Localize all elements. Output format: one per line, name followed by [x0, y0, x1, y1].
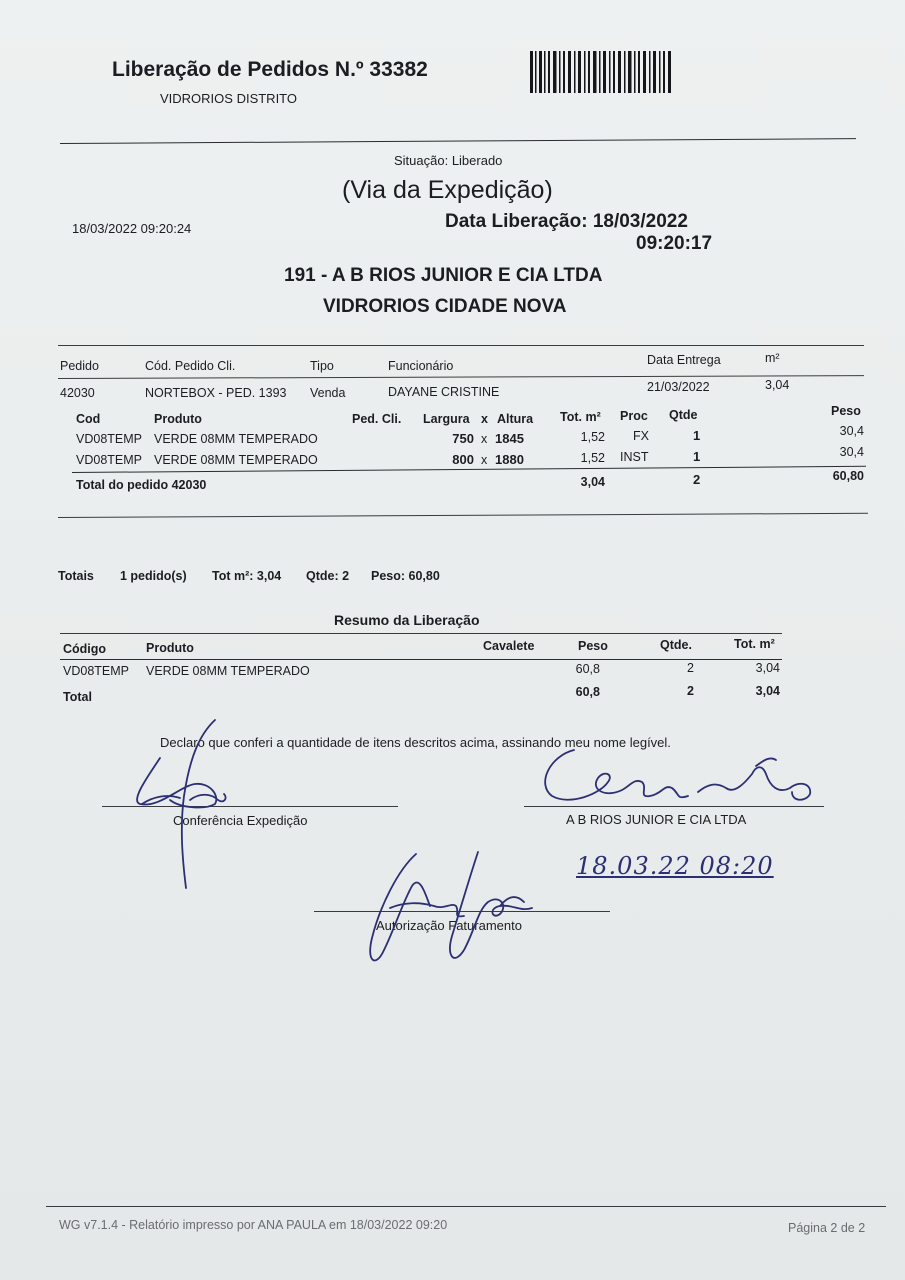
item-tot-m2: 1,52 [580, 430, 605, 444]
handwritten-date: 18.03.22 08:20 [576, 852, 774, 880]
customer-name: 191 - A B RIOS JUNIOR E CIA LTDA [284, 265, 603, 286]
totals-peso: Peso: 60,80 [371, 569, 440, 583]
item-qtde: 1 [693, 428, 701, 443]
item-x: x [481, 432, 488, 446]
item-largura: 750 [452, 431, 474, 446]
customer-branch: VIDRORIOS CIDADE NOVA [323, 296, 567, 317]
col-tipo: Tipo [310, 359, 334, 373]
item-col-tot-m2: Tot. m² [560, 410, 601, 424]
item-x: x [481, 453, 488, 467]
item-col-peso: Peso [831, 404, 861, 418]
totals-m2: Tot m²: 3,04 [212, 569, 282, 583]
summary-header-rule [60, 659, 782, 660]
order-pedido: 42030 [60, 386, 95, 400]
summary-top-rule [60, 633, 782, 634]
item-col-qtde: Qtde [669, 408, 698, 422]
order-top-rule [58, 345, 864, 346]
footer-print-info: WG v7.1.4 - Relatório impresso por ANA PAULA em 18/03/2022 09:20 [59, 1218, 448, 1232]
item-cod: VD08TEMP [76, 432, 142, 446]
item-peso: 30,4 [839, 424, 864, 438]
via-label: (Via da Expedição) [342, 176, 553, 204]
col-m2: m² [765, 351, 780, 365]
order-header-rule [58, 375, 864, 379]
item-col-largura: Largura [423, 412, 470, 426]
signature-label-autorizacao: Autorização Faturamento [376, 918, 522, 933]
summary-col-codigo: Código [63, 642, 107, 656]
barcode-icon [530, 51, 672, 93]
summary-total-qtde: 2 [687, 684, 694, 698]
summary-qtde: 2 [687, 661, 694, 675]
totals-pedidos: 1 pedido(s) [120, 569, 187, 583]
item-col-altura: Altura [497, 412, 534, 426]
summary-col-qtde: Qtde. [660, 638, 692, 652]
signature-company-drawing [530, 744, 830, 814]
signature-autorizacao-drawing [360, 846, 550, 970]
document-title: Liberação de Pedidos N.º 33382 [112, 58, 428, 81]
order-total-peso: 60,80 [832, 469, 864, 483]
data-liberacao: Data Liberação: 18/03/2022 [445, 211, 688, 232]
order-cod-pedido-cli: NORTEBOX - PED. 1393 [145, 386, 287, 400]
item-peso: 30,4 [839, 445, 864, 459]
order-data-entrega: 21/03/2022 [647, 380, 710, 394]
summary-produto: VERDE 08MM TEMPERADO [146, 664, 310, 678]
item-col-produto: Produto [154, 412, 202, 426]
summary-total-tot-m2: 3,04 [755, 684, 780, 698]
totals-qtde: Qtde: 2 [306, 569, 350, 583]
signature-label-company: A B RIOS JUNIOR E CIA LTDA [566, 812, 747, 827]
order-total-qtde: 2 [693, 472, 701, 487]
declaration-text: Declaro que conferi a quantidade de itens descritos acima, assinando meu nome legível. [160, 735, 671, 750]
col-pedido: Pedido [60, 359, 99, 373]
order-total-m2: 3,04 [580, 475, 605, 489]
item-produto: VERDE 08MM TEMPERADO [154, 453, 318, 467]
item-proc: FX [633, 429, 649, 443]
footer-page-number: Página 2 de 2 [788, 1221, 866, 1235]
item-col-x: x [481, 412, 488, 426]
order-m2: 3,04 [765, 378, 790, 392]
item-altura: 1845 [495, 431, 524, 446]
signature-label-conferencia: Conferência Expedição [173, 813, 308, 828]
item-col-proc: Proc [620, 409, 648, 423]
item-largura: 800 [452, 452, 474, 467]
printed-timestamp: 18/03/2022 09:20:24 [72, 221, 192, 236]
item-qtde: 1 [693, 449, 701, 464]
summary-title: Resumo da Liberação [334, 612, 480, 628]
company-name: VIDRORIOS DISTRITO [160, 91, 297, 106]
item-cod: VD08TEMP [76, 453, 142, 467]
data-liberacao-time: 09:20:17 [636, 233, 713, 254]
summary-col-tot-m2: Tot. m² [734, 637, 775, 651]
summary-col-peso: Peso [578, 639, 608, 653]
item-altura: 1880 [495, 452, 524, 467]
order-tipo: Venda [310, 386, 346, 400]
summary-col-produto: Produto [146, 641, 194, 655]
order-funcionario: DAYANE CRISTINE [388, 385, 500, 399]
col-data-entrega: Data Entrega [647, 353, 721, 367]
summary-tot-m2: 3,04 [755, 661, 780, 675]
item-col-cod: Cod [76, 412, 101, 426]
totals-label: Totais [58, 569, 94, 583]
summary-peso: 60,8 [575, 662, 600, 676]
summary-total-peso: 60,8 [575, 685, 600, 699]
item-produto: VERDE 08MM TEMPERADO [154, 432, 318, 446]
summary-codigo: VD08TEMP [63, 664, 129, 678]
summary-total-label: Total [63, 690, 92, 704]
col-funcionario: Funcionário [388, 359, 454, 373]
summary-col-cavalete: Cavalete [483, 639, 535, 653]
item-tot-m2: 1,52 [580, 451, 605, 465]
footer-rule [46, 1206, 886, 1207]
item-col-ped-cli: Ped. Cli. [352, 412, 402, 426]
order-bottom-rule [58, 513, 868, 518]
header-divider [60, 138, 856, 144]
col-cod-pedido-cli: Cód. Pedido Cli. [145, 359, 236, 373]
signature-conferencia-drawing [120, 716, 240, 896]
status-situacao: Situação: Liberado [394, 153, 503, 168]
item-proc: INST [620, 450, 649, 464]
order-total-label: Total do pedido 42030 [76, 478, 207, 492]
